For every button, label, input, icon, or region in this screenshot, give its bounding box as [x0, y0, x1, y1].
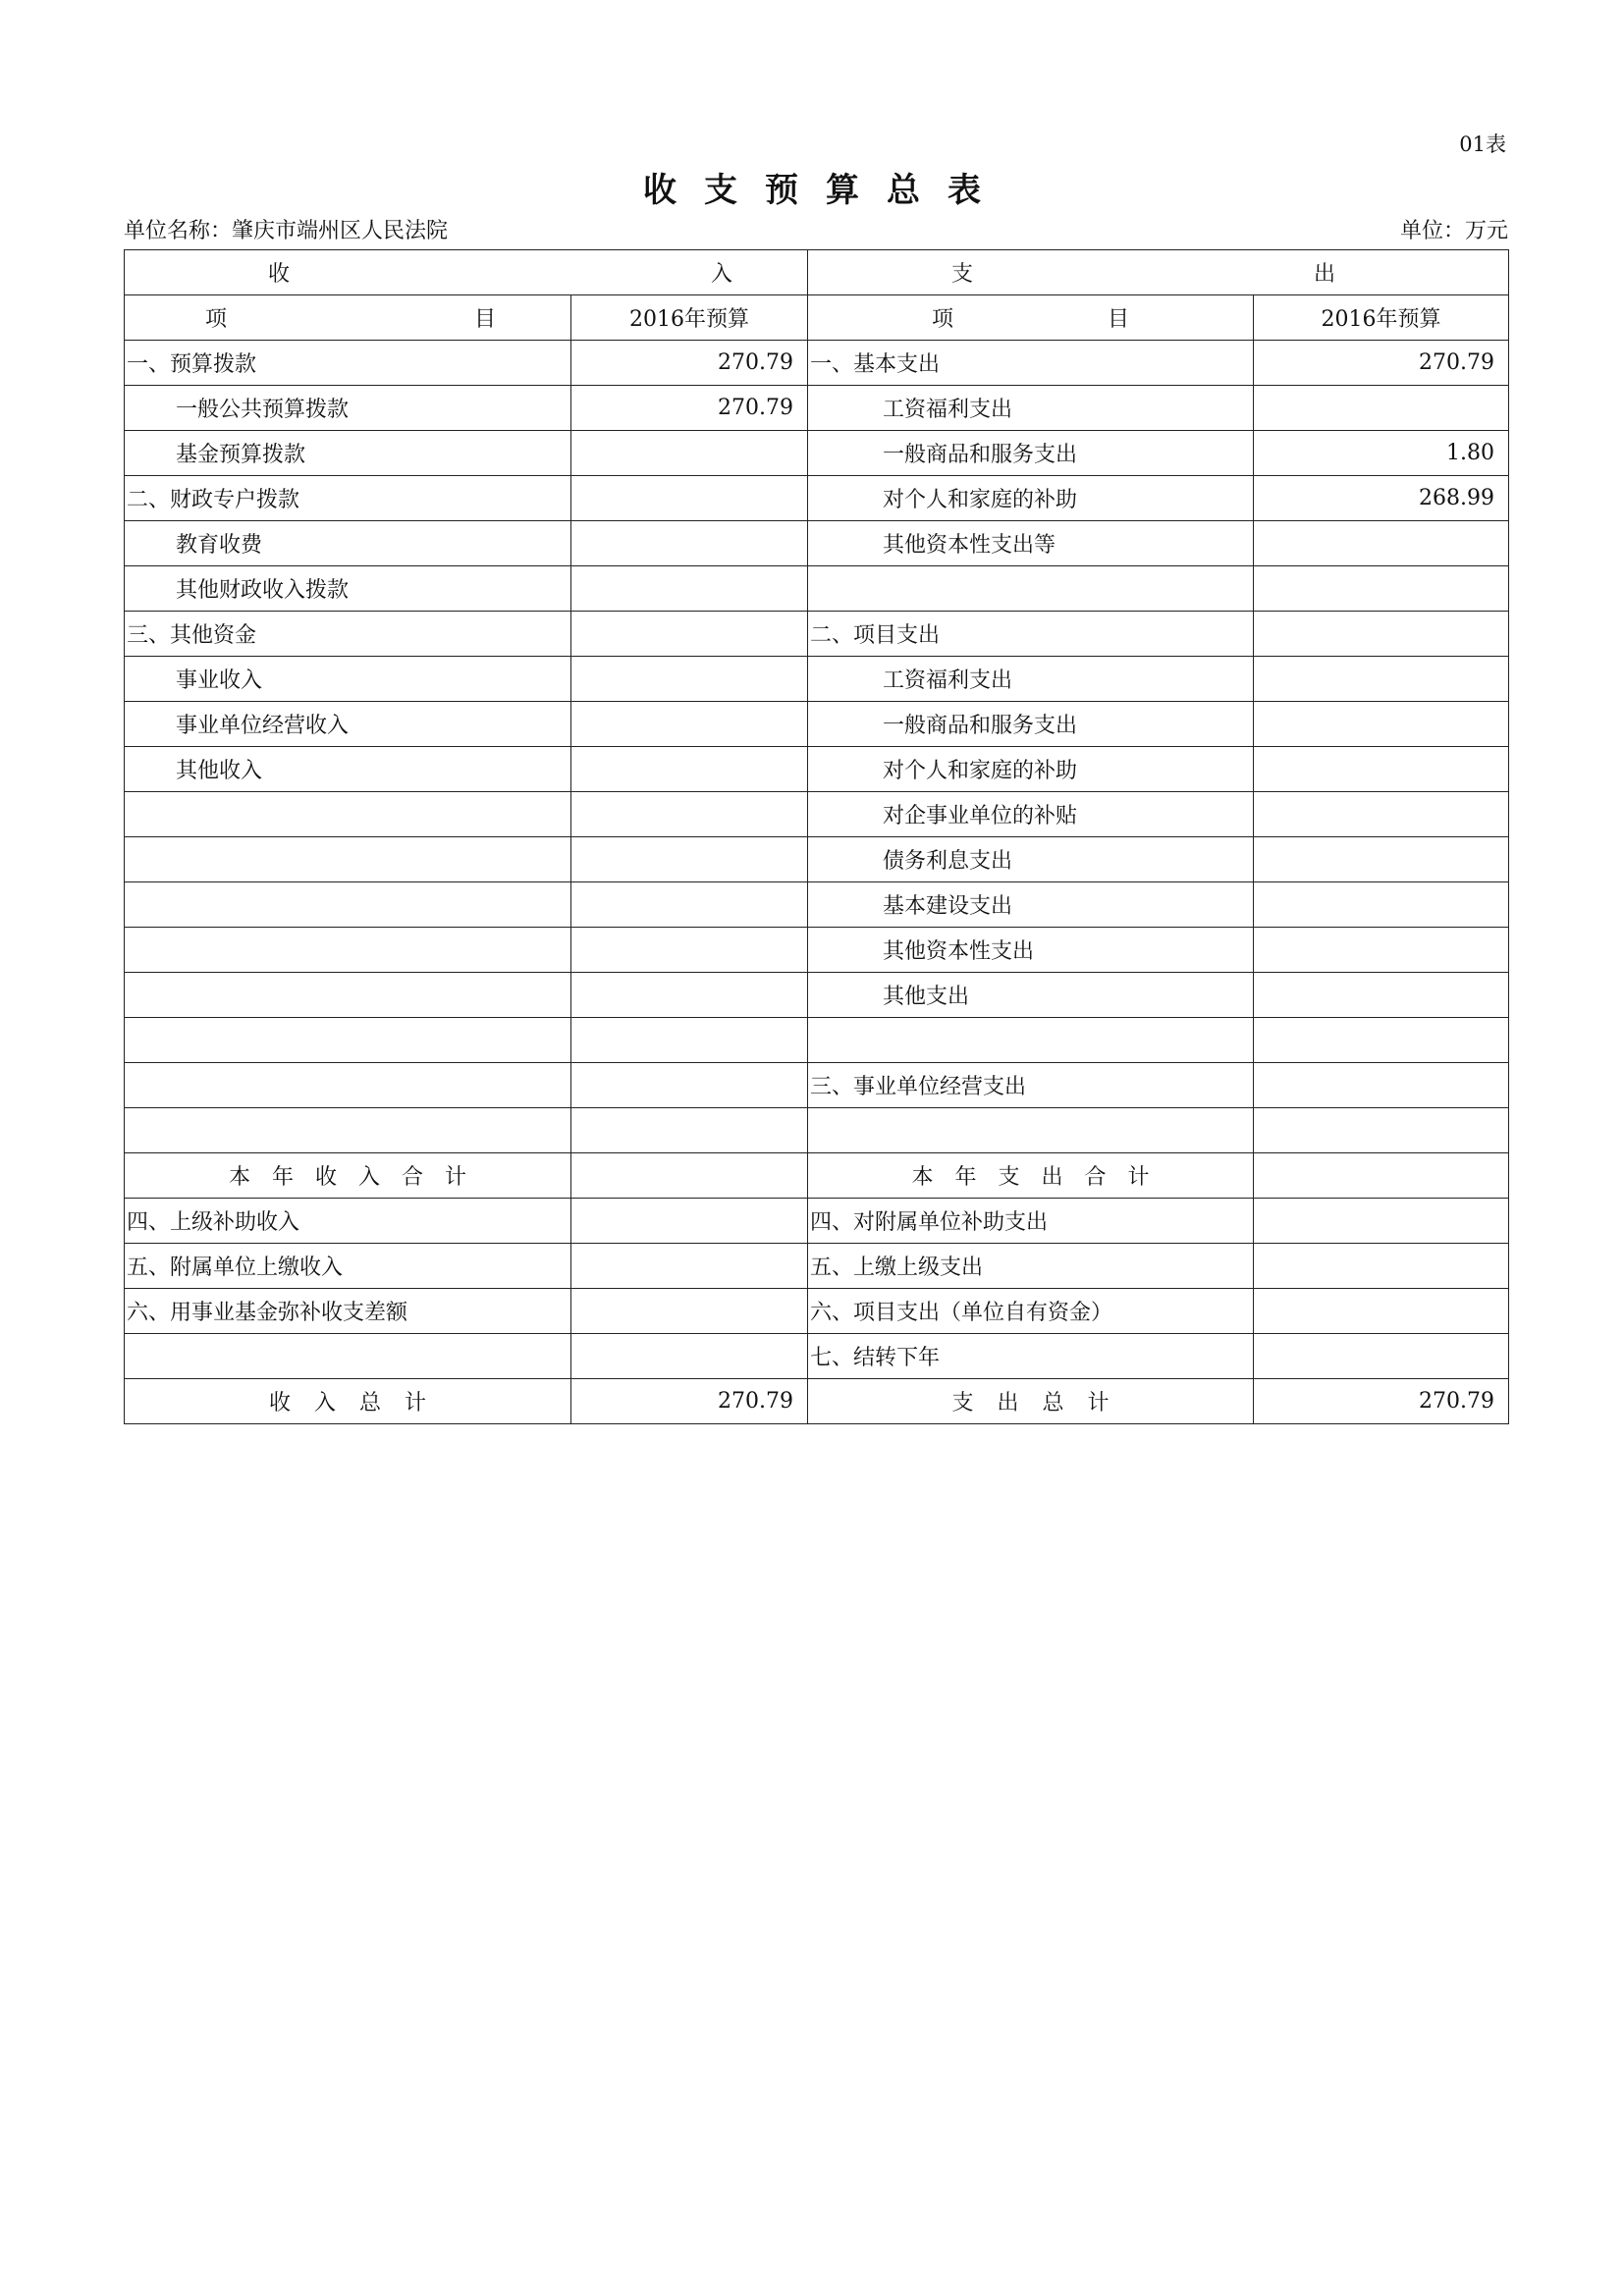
- unit-row: [124, 214, 1508, 244]
- income-item-cell: 一、预算拨款: [125, 341, 571, 386]
- income-item-cell: [125, 792, 571, 837]
- expense-value-cell: [1254, 521, 1509, 566]
- table-row: [125, 476, 1509, 521]
- table-row: [125, 612, 1509, 657]
- income-item-char-2: 目: [473, 307, 496, 332]
- income-value-cell: 270.79: [571, 386, 808, 431]
- income-item-cell: [125, 928, 571, 973]
- expense-item-cell: 五、上缴上级支出: [808, 1244, 1254, 1289]
- income-item-cell: [125, 1063, 571, 1108]
- table-row: [125, 792, 1509, 837]
- expense-value-cell: [1254, 566, 1509, 612]
- expense-value-cell: [1254, 1063, 1509, 1108]
- income-item-cell: 四、上级补助收入: [125, 1199, 571, 1244]
- table-row: [125, 702, 1509, 747]
- income-group-char-1: 收: [268, 262, 291, 287]
- expense-item-cell: 对个人和家庭的补助: [808, 747, 1254, 792]
- table-row: [125, 657, 1509, 702]
- expense-item-cell: 其他支出: [808, 973, 1254, 1018]
- table-row: [125, 1108, 1509, 1153]
- income-value-cell: [571, 612, 808, 657]
- year-income-total-label: 本年收入合计: [125, 1153, 571, 1199]
- income-item-cell: 教育收费: [125, 521, 571, 566]
- expense-group-char-1: 支: [951, 262, 974, 287]
- expense-item-cell: 债务利息支出: [808, 837, 1254, 882]
- expense-item-cell: [808, 1108, 1254, 1153]
- unit-name: 单位名称：肇庆市端州区人民法院: [124, 219, 449, 243]
- income-value-cell: [571, 657, 808, 702]
- table-row: [125, 1199, 1509, 1244]
- income-value-cell: [571, 973, 808, 1018]
- year-income-total-value: [571, 1153, 808, 1199]
- expense-item-char-1: 项: [932, 307, 954, 332]
- expense-value-cell: [1254, 657, 1509, 702]
- expense-value-cell: 270.79: [1254, 341, 1509, 386]
- income-grand-total-label: 收入总计: [125, 1379, 571, 1424]
- expense-item-cell: 其他资本性支出等: [808, 521, 1254, 566]
- income-value-cell: [571, 702, 808, 747]
- budget-table: [124, 249, 1509, 1424]
- expense-item-cell: 其他资本性支出: [808, 928, 1254, 973]
- table-row: [125, 973, 1509, 1018]
- income-value-cell: [571, 521, 808, 566]
- year-total-row: [125, 1153, 1509, 1199]
- table-row: [125, 1334, 1509, 1379]
- expense-value-cell: [1254, 702, 1509, 747]
- income-value-cell: [571, 1289, 808, 1334]
- table-row: [125, 747, 1509, 792]
- year-expense-total-value: [1254, 1153, 1509, 1199]
- table-row: [125, 386, 1509, 431]
- income-item-cell: 一般公共预算拨款: [125, 386, 571, 431]
- expense-item-cell: [808, 1018, 1254, 1063]
- income-item-cell: [125, 882, 571, 928]
- expense-item-cell: 对企事业单位的补贴: [808, 792, 1254, 837]
- income-item-cell: 事业收入: [125, 657, 571, 702]
- income-group-header: [125, 250, 808, 295]
- currency-unit: 单位：万元: [1399, 219, 1508, 243]
- expense-grand-total-value: 270.79: [1254, 1379, 1509, 1424]
- income-grand-total-value: 270.79: [571, 1379, 808, 1424]
- expense-item-cell: 对个人和家庭的补助: [808, 476, 1254, 521]
- expense-item-cell: 一般商品和服务支出: [808, 702, 1254, 747]
- table-code: 01表: [1459, 133, 1506, 156]
- income-item-cell: 三、其他资金: [125, 612, 571, 657]
- expense-value-cell: [1254, 882, 1509, 928]
- income-item-cell: [125, 837, 571, 882]
- income-item-cell: 六、用事业基金弥补收支差额: [125, 1289, 571, 1334]
- income-item-cell: [125, 1334, 571, 1379]
- expense-item-cell: 七、结转下年: [808, 1334, 1254, 1379]
- group-header-row: [125, 250, 1509, 295]
- expense-value-cell: [1254, 1244, 1509, 1289]
- expense-item-cell: 基本建设支出: [808, 882, 1254, 928]
- expense-value-cell: [1254, 1108, 1509, 1153]
- income-value-cell: [571, 882, 808, 928]
- expense-item-cell: 工资福利支出: [808, 657, 1254, 702]
- expense-value-cell: [1254, 1289, 1509, 1334]
- table-row: [125, 1289, 1509, 1334]
- table-row: [125, 431, 1509, 476]
- expense-value-cell: [1254, 386, 1509, 431]
- column-header-row: [125, 295, 1509, 341]
- expense-item-char-2: 目: [1107, 307, 1129, 332]
- expense-item-cell: 工资福利支出: [808, 386, 1254, 431]
- income-value-cell: [571, 1199, 808, 1244]
- expense-value-cell: [1254, 928, 1509, 973]
- table-row: [125, 1063, 1509, 1108]
- income-group-char-2: 入: [710, 262, 732, 287]
- income-item-cell: [125, 1018, 571, 1063]
- table-row: [125, 1244, 1509, 1289]
- table-row: [125, 837, 1509, 882]
- expense-value-cell: [1254, 792, 1509, 837]
- grand-total-row: [125, 1379, 1509, 1424]
- expense-item-cell: 一、基本支出: [808, 341, 1254, 386]
- table-row: [125, 928, 1509, 973]
- income-item-cell: 二、财政专户拨款: [125, 476, 571, 521]
- income-item-cell: 其他财政收入拨款: [125, 566, 571, 612]
- expense-item-cell: 四、对附属单位补助支出: [808, 1199, 1254, 1244]
- expense-value-cell: [1254, 1199, 1509, 1244]
- expense-value-cell: 268.99: [1254, 476, 1509, 521]
- income-value-cell: [571, 792, 808, 837]
- expense-grand-total-label: 支出总计: [808, 1379, 1254, 1424]
- income-item-char-1: 项: [205, 307, 228, 332]
- table-row: [125, 566, 1509, 612]
- year-expense-total-label: 本年支出合计: [808, 1153, 1254, 1199]
- page-title: 收支预算总表: [643, 171, 1008, 210]
- expense-group-header: [808, 250, 1509, 295]
- expense-item-cell: 六、项目支出（单位自有资金）: [808, 1289, 1254, 1334]
- expense-value-cell: 1.80: [1254, 431, 1509, 476]
- income-value-cell: [571, 1108, 808, 1153]
- expense-value-cell: [1254, 1334, 1509, 1379]
- expense-item-cell: 二、项目支出: [808, 612, 1254, 657]
- expense-group-char-2: 出: [1313, 262, 1335, 287]
- income-value-cell: [571, 747, 808, 792]
- income-item-cell: [125, 1108, 571, 1153]
- income-value-cell: [571, 476, 808, 521]
- income-value-cell: [571, 1063, 808, 1108]
- table-row: [125, 1018, 1509, 1063]
- income-item-header: [125, 295, 571, 341]
- income-item-cell: 事业单位经营收入: [125, 702, 571, 747]
- income-item-cell: [125, 973, 571, 1018]
- expense-item-cell: [808, 566, 1254, 612]
- income-value-cell: [571, 928, 808, 973]
- expense-value-cell: [1254, 973, 1509, 1018]
- income-item-cell: 基金预算拨款: [125, 431, 571, 476]
- income-item-cell: 五、附属单位上缴收入: [125, 1244, 571, 1289]
- income-value-cell: [571, 1334, 808, 1379]
- expense-value-cell: [1254, 1018, 1509, 1063]
- income-item-cell: 其他收入: [125, 747, 571, 792]
- expense-item-header: [808, 295, 1254, 341]
- table-row: [125, 521, 1509, 566]
- income-value-cell: 270.79: [571, 341, 808, 386]
- income-value-cell: [571, 1244, 808, 1289]
- expense-value-cell: [1254, 747, 1509, 792]
- table-row: [125, 341, 1509, 386]
- expense-item-cell: 一般商品和服务支出: [808, 431, 1254, 476]
- income-value-cell: [571, 431, 808, 476]
- income-value-cell: [571, 566, 808, 612]
- expense-value-cell: [1254, 837, 1509, 882]
- income-value-cell: [571, 837, 808, 882]
- expense-item-cell: 三、事业单位经营支出: [808, 1063, 1254, 1108]
- expense-value-cell: [1254, 612, 1509, 657]
- income-budget-header: 2016年预算: [571, 295, 808, 341]
- table-row: [125, 882, 1509, 928]
- income-value-cell: [571, 1018, 808, 1063]
- expense-budget-header: 2016年预算: [1254, 295, 1509, 341]
